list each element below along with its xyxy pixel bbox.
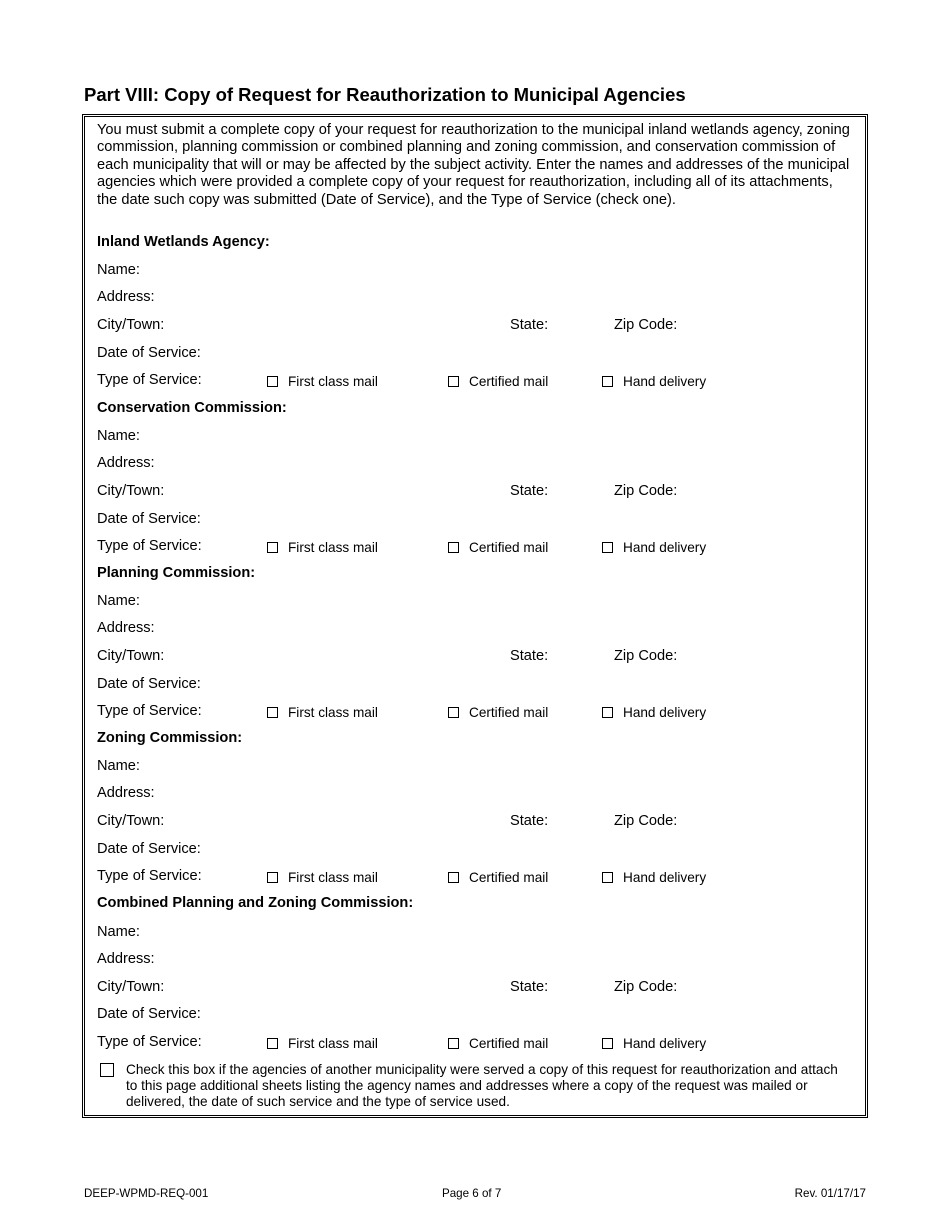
checkbox-icon[interactable] [267,707,278,718]
instructions-text: You must submit a complete copy of your request for reauthorization to the municipal inland wetlands agency, zoning commission, planning commission or combined planning and zoning commission, and conservation commission of each municipality that will or may be affected by the subject activity. Enter the names and addresses of the municipal agencies which were provided a complete copy of your request for reauthorization, including all of its attachments, the date such copy was submitted (Date of Service), and the Type of Service (check one). [97,122,850,208]
footer-form-id: DEEP-WPMD-REQ-001 [84,1187,209,1200]
checkbox-icon[interactable] [602,707,613,718]
date-of-service-label: Date of Service: [97,676,201,692]
certified-mail-option[interactable]: Certified mail [448,705,548,720]
hand-delivery-option[interactable]: Hand delivery [602,870,706,885]
date-of-service-label: Date of Service: [97,511,201,527]
address-label: Address: [97,951,155,967]
city-label: City/Town: [97,979,165,995]
address-label: Address: [97,289,155,305]
name-label: Name: [97,262,140,278]
section-heading-zoning: Zoning Commission: [97,730,243,746]
section-heading-inland-wetlands: Inland Wetlands Agency: [97,234,270,250]
state-label: State: [510,979,549,995]
city-label: City/Town: [97,648,165,664]
address-label: Address: [97,785,155,801]
section-heading-combined: Combined Planning and Zoning Commission: [97,895,414,911]
zip-label: Zip Code: [614,648,678,664]
address-label: Address: [97,455,155,471]
address-label: Address: [97,620,155,636]
certified-mail-option[interactable]: Certified mail [448,374,548,389]
certified-mail-option[interactable]: Certified mail [448,1036,548,1051]
footer-page-number: Page 6 of 7 [442,1187,502,1200]
checkbox-icon[interactable] [267,872,278,883]
checkbox-icon[interactable] [448,707,459,718]
type-of-service-label: Type of Service: [97,372,202,388]
first-class-mail-option[interactable]: First class mail [267,1036,378,1051]
checkbox-icon[interactable] [448,872,459,883]
checkbox-icon[interactable] [448,542,459,553]
type-of-service-label: Type of Service: [97,538,202,554]
certified-mail-option[interactable]: Certified mail [448,540,548,555]
first-class-mail-option[interactable]: First class mail [267,374,378,389]
name-label: Name: [97,428,140,444]
section-heading-planning: Planning Commission: [97,565,256,581]
hand-delivery-option[interactable]: Hand delivery [602,1036,706,1051]
first-class-mail-option[interactable]: First class mail [267,870,378,885]
additional-municipality-note: Check this box if the agencies of another municipality were served a copy of this request for reauthorization and attach to this page additional sheets listing the agency names and addresses where a copy of the request was mailed or delivered, the date of such service and the type of service used. [126,1062,838,1109]
checkbox-icon[interactable] [267,376,278,387]
zip-label: Zip Code: [614,483,678,499]
date-of-service-label: Date of Service: [97,345,201,361]
state-label: State: [510,317,549,333]
checkbox-icon[interactable] [448,376,459,387]
hand-delivery-option[interactable]: Hand delivery [602,705,706,720]
hand-delivery-option[interactable]: Hand delivery [602,374,706,389]
checkbox-icon[interactable] [448,1038,459,1049]
page-title: Part VIII: Copy of Request for Reauthorization to Municipal Agencies [84,84,686,105]
certified-mail-option[interactable]: Certified mail [448,870,548,885]
city-label: City/Town: [97,483,165,499]
name-label: Name: [97,758,140,774]
checkbox-icon[interactable] [267,1038,278,1049]
name-label: Name: [97,593,140,609]
checkbox-icon[interactable] [602,542,613,553]
zip-label: Zip Code: [614,317,678,333]
footer-revision: Rev. 01/17/17 [794,1187,866,1200]
form-frame [82,114,868,1118]
checkbox-icon[interactable] [602,376,613,387]
checkbox-icon[interactable] [267,542,278,553]
name-label: Name: [97,924,140,940]
state-label: State: [510,483,549,499]
zip-label: Zip Code: [614,979,678,995]
type-of-service-label: Type of Service: [97,703,202,719]
date-of-service-label: Date of Service: [97,841,201,857]
state-label: State: [510,648,549,664]
checkbox-icon[interactable] [602,1038,613,1049]
section-heading-conservation: Conservation Commission: [97,400,287,416]
type-of-service-label: Type of Service: [97,868,202,884]
city-label: City/Town: [97,317,165,333]
hand-delivery-option[interactable]: Hand delivery [602,540,706,555]
checkbox-icon[interactable] [602,872,613,883]
first-class-mail-option[interactable]: First class mail [267,705,378,720]
date-of-service-label: Date of Service: [97,1006,201,1022]
zip-label: Zip Code: [614,813,678,829]
state-label: State: [510,813,549,829]
city-label: City/Town: [97,813,165,829]
type-of-service-label: Type of Service: [97,1034,202,1050]
additional-municipality-checkbox[interactable] [100,1063,114,1077]
first-class-mail-option[interactable]: First class mail [267,540,378,555]
